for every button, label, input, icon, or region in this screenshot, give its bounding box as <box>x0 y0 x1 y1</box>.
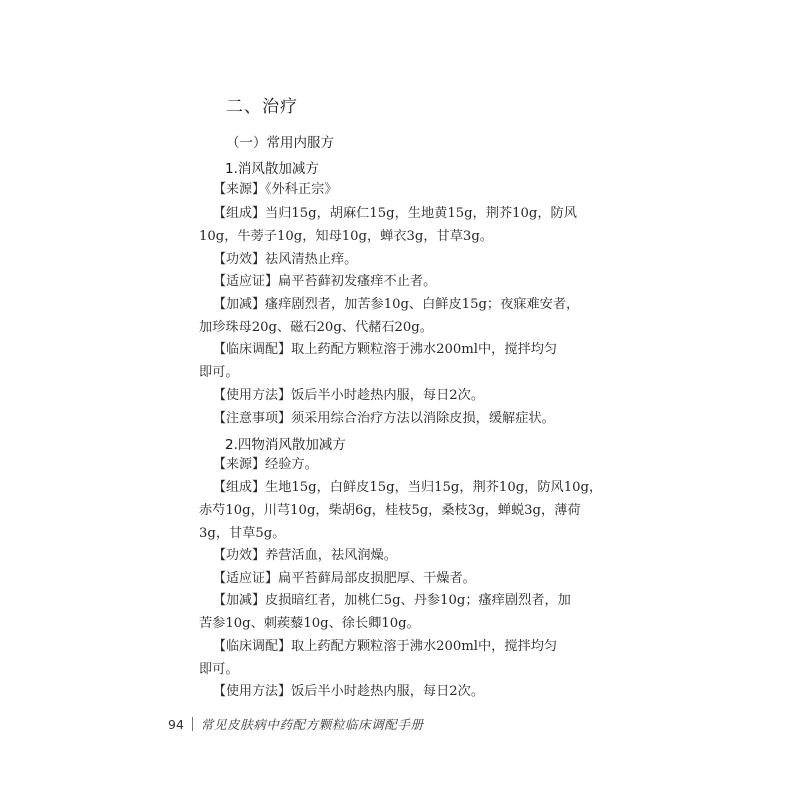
composition-tag: 【组成】 <box>213 206 266 221</box>
effect-tag: 【功效】 <box>213 548 266 563</box>
usage-text: 饭后半小时趁热内服，每日2次。 <box>291 388 485 403</box>
formula-2-heading: 2.四物消风散加减方 <box>225 437 346 453</box>
footer-divider <box>192 717 193 731</box>
indication-text: 扁平苔藓局部皮损肥厚、干燥者。 <box>278 571 476 586</box>
formula-1-modification <box>213 296 579 314</box>
formula-1-usage <box>213 387 484 405</box>
formula-2-source <box>213 456 318 474</box>
formula-2-modification <box>213 592 571 610</box>
indication-text: 扁平苔藓初发瘙痒不止者。 <box>278 274 437 289</box>
formula-2-indication <box>213 570 476 588</box>
indication-tag: 【适应证】 <box>213 571 279 586</box>
source-tag: 【来源】 <box>213 182 266 197</box>
composition-text-1: 当归15g，胡麻仁15g，生地黄15g，荆芥10g，防风 <box>265 206 577 221</box>
composition-text-1: 生地15g，白鲜皮15g，当归15g，荆芥10g，防风10g， <box>265 480 603 495</box>
usage-tag: 【使用方法】 <box>213 388 292 403</box>
preparation-tag: 【临床调配】 <box>213 639 292 654</box>
source-tag: 【来源】 <box>213 457 266 472</box>
formula-1-preparation <box>213 341 557 359</box>
source-text: 《外科正宗》 <box>265 182 338 197</box>
formula-1-source <box>213 181 338 199</box>
preparation-text-1: 取上药配方颗粒溶于沸水200ml中，搅拌均匀 <box>291 639 558 654</box>
formula-1-caution <box>213 410 555 428</box>
formula-1-preparation-cont: 即可。 <box>199 365 239 380</box>
modification-text-1: 皮损暗红者，加桃仁5g、丹参10g；瘙痒剧烈者，加 <box>265 593 571 608</box>
formula-2-usage <box>213 683 484 701</box>
formula-2-composition-cont-2: 3g，甘草5g。 <box>199 526 286 541</box>
section-heading: 二、治疗 <box>226 97 298 117</box>
usage-tag: 【使用方法】 <box>213 684 292 699</box>
indication-tag: 【适应证】 <box>213 274 279 289</box>
formula-2-composition-cont-1: 赤芍10g，川芎10g，柴胡6g，桂枝5g，桑枝3g，蝉蜕3g，薄荷 <box>199 503 581 518</box>
effect-text: 祛风清热止痒。 <box>265 252 358 267</box>
modification-tag: 【加减】 <box>213 593 266 608</box>
formula-1-composition <box>213 205 577 223</box>
effect-tag: 【功效】 <box>213 252 266 267</box>
preparation-text-1: 取上药配方颗粒溶于沸水200ml中，搅拌均匀 <box>291 342 558 357</box>
formula-1-effect <box>213 251 357 269</box>
page-footer <box>168 715 424 733</box>
formula-1-modification-cont: 加珍珠母20g、磁石20g、代赭石20g。 <box>199 320 433 335</box>
book-title: 常见皮肤病中药配方颗粒临床调配手册 <box>200 717 424 732</box>
modification-text-1: 瘙痒剧烈者，加苦参10g、白鲜皮15g；夜寐难安者， <box>265 297 580 312</box>
formula-2-modification-cont: 苦参10g、刺蒺藜10g、徐长卿10g。 <box>199 616 420 631</box>
caution-tag: 【注意事项】 <box>213 411 292 426</box>
formula-2-effect <box>213 547 397 565</box>
formula-1-heading: 1.消风散加减方 <box>225 161 319 177</box>
usage-text: 饭后半小时趁热内服，每日2次。 <box>291 684 485 699</box>
source-text: 经验方。 <box>265 457 318 472</box>
effect-text: 养营活血，祛风润燥。 <box>265 548 397 563</box>
page-number: 94 <box>168 716 184 732</box>
formula-2-composition <box>213 479 602 497</box>
formula-1-indication <box>213 273 436 291</box>
formula-2-preparation <box>213 638 557 656</box>
caution-text: 须采用综合治疗方法以消除皮损，缓解症状。 <box>291 411 555 426</box>
preparation-tag: 【临床调配】 <box>213 342 292 357</box>
formula-2-preparation-cont: 即可。 <box>199 662 239 677</box>
composition-tag: 【组成】 <box>213 480 266 495</box>
subsection-heading: （一）常用内服方 <box>226 135 334 151</box>
formula-1-composition-cont: 10g，牛蒡子10g，知母10g，蝉衣3g，甘草3g。 <box>199 229 493 244</box>
modification-tag: 【加减】 <box>213 297 266 312</box>
